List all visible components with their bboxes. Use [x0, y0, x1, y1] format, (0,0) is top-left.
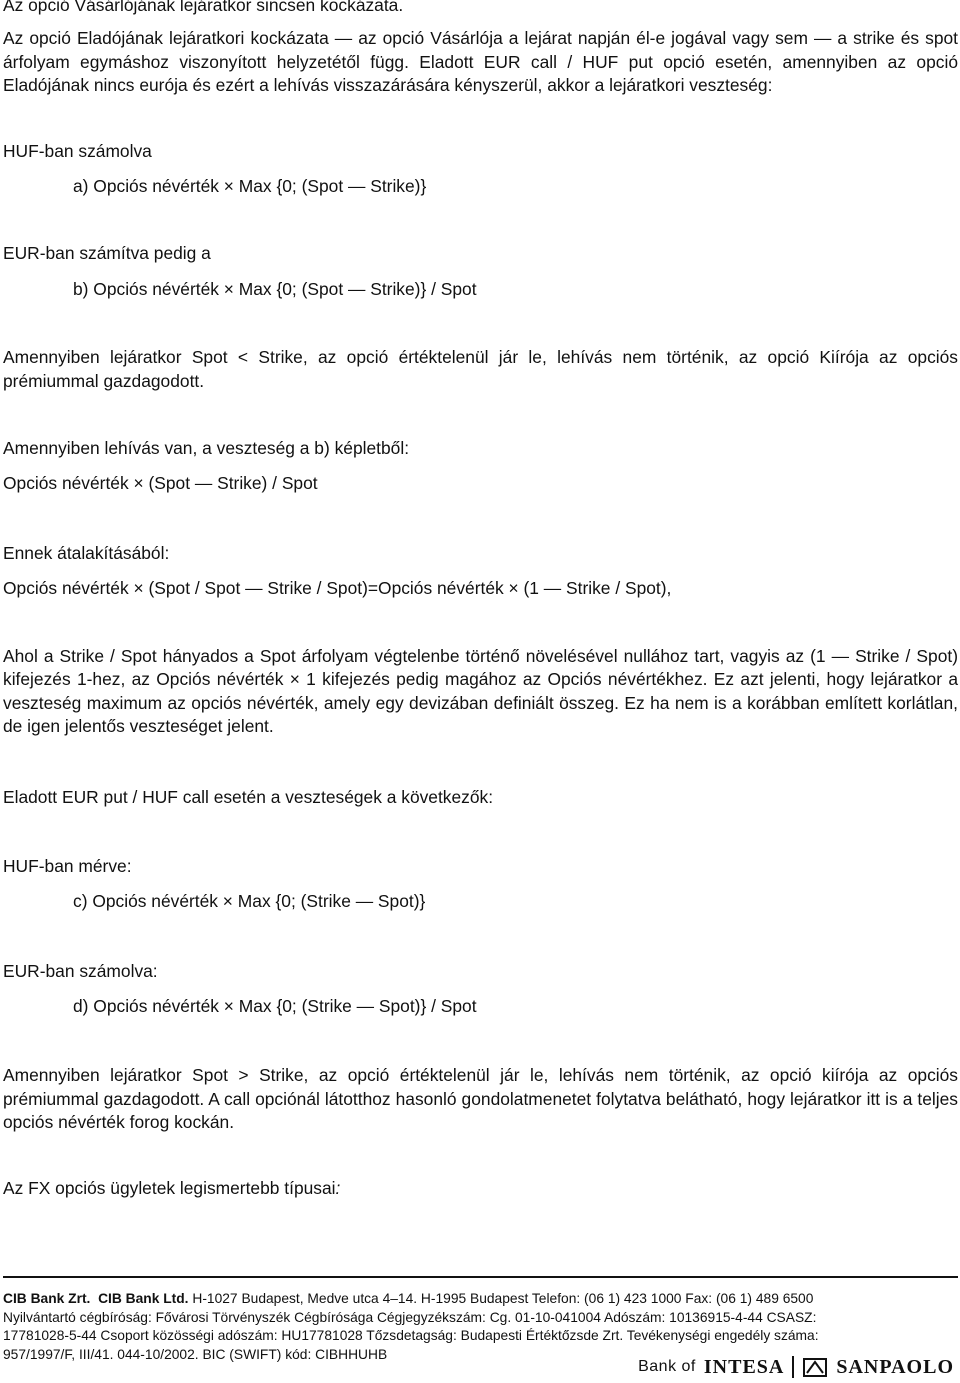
paragraph-ratio: Ahol a Strike / Spot hányados a Spot árfolyam végtelenbe történő növelésével nullához tart, vagyis az (1 — Strike / Spot) kifejezés 1-hez, az Opciós névérték × 1 kifejezés pedig magához az Opciós névértékhez. Ez azt jelenti, hogy lejáratkor a veszteség maximum az opciós névérték, amely egy devizában definiált összeg. Ez ha nem is a korábban említett korlátlan, de igen jelentős veszteséget jelent. [3, 645, 958, 736]
fx-types-colon: : [335, 1177, 341, 1198]
fx-types-text: Az FX opciós ügyletek legismertebb típusai [3, 1177, 336, 1198]
paragraph-transform: Ennek átalakításából: [3, 542, 170, 563]
footer-address: H-1027 Budapest, Medve utca 4–14. H-1995 Budapest Telefon: (06 1) 423 1000 Fax: (06 1) 489 6500 [192, 1291, 814, 1306]
page-footer [3, 1276, 958, 1364]
logo-sanpaolo: SANPAOLO [836, 1355, 954, 1378]
paragraph-put-losses: Eladott EUR put / HUF call esetén a veszteségek a következők: [3, 787, 494, 808]
footer-line-4: 957/1997/F, III/41. 044-10/2002. BIC (SWIFT) kód: CIBHHUHB [3, 1346, 388, 1362]
logo-bank-of: Bank of [638, 1358, 696, 1375]
paragraph-huf-calc: HUF-ban számolva [3, 140, 152, 161]
formula-a: a) Opciós névérték × Max {0; (Spot — Strike)} [73, 176, 427, 197]
paragraph-fx-types [3, 1177, 958, 1200]
paragraph-exercise: Amennyiben lehívás van, a veszteség a b) képletből: [3, 438, 410, 459]
paragraph-eur-calc: EUR-ban számítva pedig a [3, 243, 211, 264]
formula-transformed: Opciós névérték × (Spot / Spot — Strike / Spot)=Opciós névérték × (1 — Strike / Spot), [3, 578, 672, 599]
paragraph-spot-gt-strike: Amennyiben lejáratkor Spot > Strike, az opció értéktelenül jár le, lehívás nem történik, az opció kiírója az opciós prémiummal gazdagodott. A call opciónál látotthoz hasonló gondolatmenetet folytatva belátható, hogy lejáratkor itt is a teljes opciós névérték forog kockán. [3, 1065, 958, 1133]
paragraph-huf-measured: HUF-ban mérve: [3, 855, 132, 876]
footer-company-en: CIB Bank Ltd. [98, 1291, 189, 1306]
paragraph-seller-risk: Az opció Eladójának lejáratkori kockázata — az opció Vásárlója a lejárat napján él-e jogával vagy sem — a strike és spot árfolyam egymáshoz viszonyított helyzetétől függ. Eladott EUR call / HUF put opció esetén, amennyiben az opció Eladójának nincs eurója és ezért a lehívás visszazárására kényszerül, akkor a lejáratkori veszteség: [3, 28, 958, 96]
logo-divider [792, 1356, 794, 1378]
sanpaolo-emblem-icon [802, 1356, 828, 1378]
paragraph-buyer-risk: Az opció Vásárlójának lejáratkor sincsen kockázata. [3, 0, 404, 15]
logo-intesa: INTESA [703, 1355, 785, 1378]
footer-company-hu: CIB Bank Zrt. [3, 1291, 91, 1306]
paragraph-eur-counted: EUR-ban számolva: [3, 960, 158, 981]
footer-line-2: Nyilvántartó cégbíróság: Fővárosi Törvényszék Cégbírósága Cégjegyzékszám: Cg. 01-10-041004 Adószám: 10136915-4-44 CSASZ: [3, 1309, 817, 1325]
paragraph-spot-lt-strike: Amennyiben lejáratkor Spot < Strike, az opció értéktelenül jár le, lehívás nem történik, az opció Kiírója az opciós prémiummal gazdagodott. [3, 347, 958, 391]
formula-b: b) Opciós névérték × Max {0; (Spot — Strike)} / Spot [73, 278, 477, 299]
formula-d: d) Opciós névérték × Max {0; (Strike — Spot)} / Spot [73, 995, 477, 1016]
formula-loss: Opciós névérték × (Spot — Strike) / Spot [3, 473, 318, 494]
footer-line-1 [3, 1290, 958, 1309]
document-body [3, 0, 958, 1200]
footer-line-3: 17781028-5-44 Csoport közösségi adószám: HU17781028 Tőzsdetagság: Budapesti Értéktőzsde Zrt. Tevékenységi engedély száma: [3, 1328, 819, 1344]
bank-logo [638, 1354, 954, 1380]
formula-c: c) Opciós névérték × Max {0; (Strike — Spot)} [73, 891, 426, 912]
